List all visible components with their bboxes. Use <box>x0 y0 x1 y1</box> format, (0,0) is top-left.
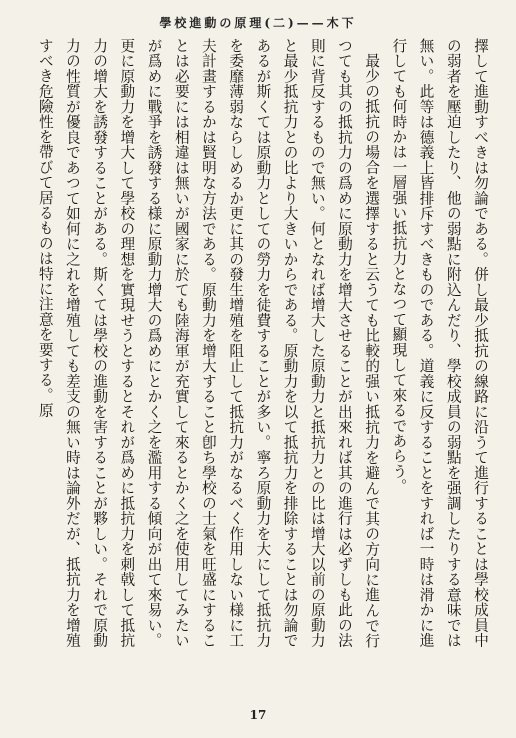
paragraph: 擇して進動すべきは勿論である。併し最少抵抗の線路に沿うて進行することは學校成員中の弱者を壓迫したり、他の弱點に附込んだり、學校成員の弱點を强調したりする意味では無い。此等は德義上皆排斥すべきものである。道義に反することをすれば一時は滑かに進行しても何時かは一層强い抵抗力となつて顯現して來るであらう。 <box>390 38 489 648</box>
body-text <box>22 38 494 648</box>
running-header: 學校進動の原理(二)——木下 <box>159 16 357 30</box>
paragraph: 最少の抵抗の場合を選擇すると云うても比較的强い抵抗力を避んで其の方向に進んで行つても其の抵抗力の爲めに原動力を增大させることが出來れば其の進行は必ずしも此の法則に背反するもので無い。何となれば增大した原動力と抵抗力との比は增大以前の原動力と最少抵抗力との比より大きいからである。原動力を以て抵抗力を排除することは勿論であるが斯くては原動力としての勞力を徒費することが多い。寧ろ原動力を大にして抵抗力を委靡薄弱ならしめるか更に其の發生增殖を阻止して抵抗力がなるべく作用しない様に工夫計畫するかは賢明な方法である。原動力を增大すること卽ち學校の士氣を旺盛にすることは必要には相違は無いが國家に於ても陸海軍が充實して來るとかく之を使用してみたいが爲めに戰爭を誘發する様に原動力增大の爲めにとかく之を濫用する傾向が出て來易い。更に原動力を增大して學校の理想を實現せうとするとそれが爲めに抵抗力を刺戟して抵抗力の增大を誘發することがある。斯くては學校の進動を害することが夥しい。それで原動力の性質が優良であつて如何に之れを增殖しても差支の無い時は論外だが、抵抗力を增殖すべき危險性を帶びて居るものは特に注意を要する。原 <box>36 38 381 648</box>
page-number: 17 <box>249 708 267 722</box>
